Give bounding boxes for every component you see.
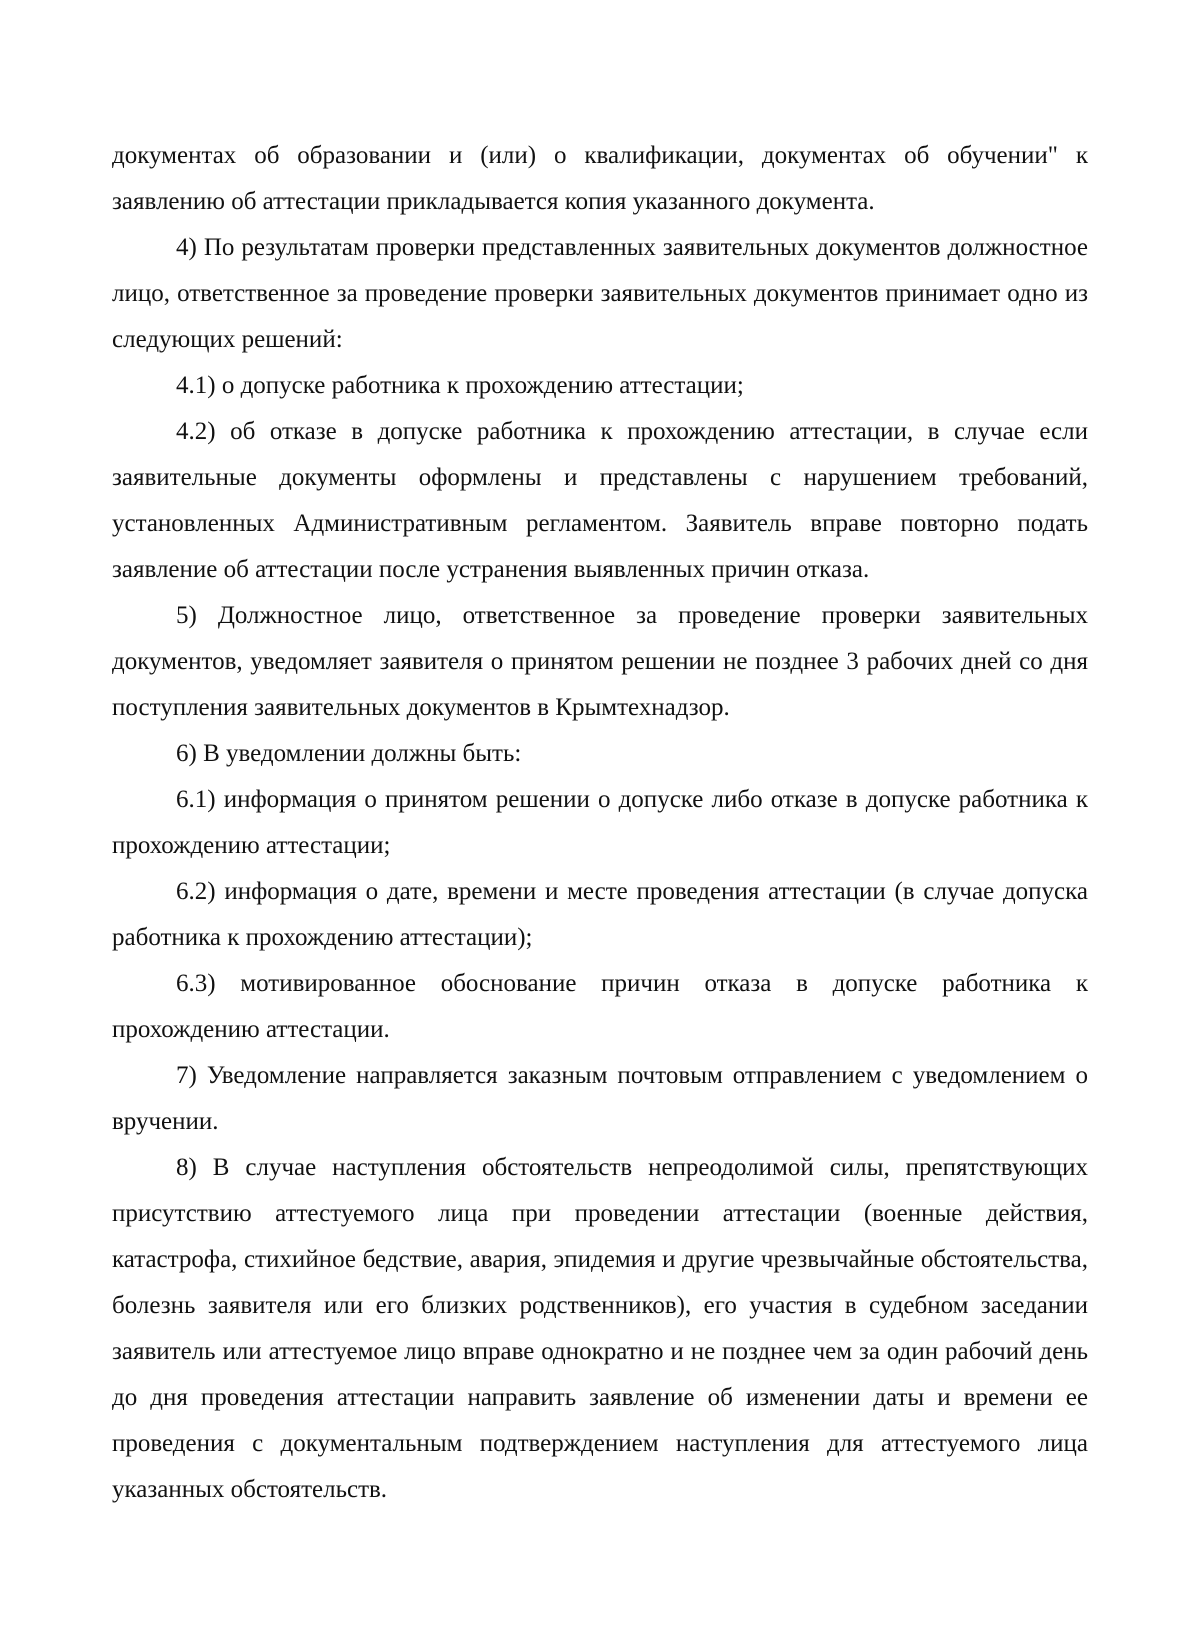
- paragraph-item-4-1: 4.1) о допуске работника к прохождению аттестации;: [176, 372, 744, 399]
- paragraph-item-7: 7) Уведомление направляется заказным почтовым отправлением с уведомлением о вручении.: [112, 1062, 1088, 1135]
- paragraph-item-4: 4) По результатам проверки представленных заявительных документов должностное лицо, ответственное за проведение проверки заявительных документов принимает одно из следующих решений:: [112, 234, 1088, 353]
- paragraph-item-6-1: 6.1) информация о принятом решении о допуске либо отказе в допуске работника к прохождению аттестации;: [112, 786, 1088, 859]
- paragraph-item-8: 8) В случае наступления обстоятельств непреодолимой силы, препятствующих присутствию аттестуемого лица при проведении аттестации (военные действия, катастрофа, стихийное бедствие, авария, эпидемия и другие чрезвычайные обстоятельства, болезнь заявителя или его близких родственников), его участия в судебном заседании заявитель или аттестуемое лицо вправе однократно и не позднее чем за один рабочий день до дня проведения аттестации направить заявление об изменении даты и времени ее проведения с документальным подтверждением наступления для аттестуемого лица указанных обстоятельств.: [112, 1154, 1088, 1503]
- paragraph-continuation: документах об образовании и (или) о квалификации, документах об обучении" к заявлению об аттестации прикладывается копия указанного документа.: [112, 142, 1088, 215]
- document-body: [112, 133, 1088, 1513]
- paragraph-item-6-2: 6.2) информация о дате, времени и месте проведения аттестации (в случае допуска работника к прохождению аттестации);: [112, 878, 1088, 951]
- paragraph-item-4-2: 4.2) об отказе в допуске работника к прохождению аттестации, в случае если заявительные документы оформлены и представлены с нарушением требований, установленных Административным регламентом. Заявитель вправе повторно подать заявление об аттестации после устранения выявленных причин отказа.: [112, 418, 1088, 583]
- paragraph-item-6-3: 6.3) мотивированное обоснование причин отказа в допуске работника к прохождению аттестации.: [112, 970, 1088, 1043]
- paragraph-item-6: 6) В уведомлении должны быть:: [176, 740, 522, 767]
- paragraph-item-5: 5) Должностное лицо, ответственное за проведение проверки заявительных документов, уведомляет заявителя о принятом решении не позднее 3 рабочих дней со дня поступления заявительных документов в Крымтехнадзор.: [112, 602, 1088, 721]
